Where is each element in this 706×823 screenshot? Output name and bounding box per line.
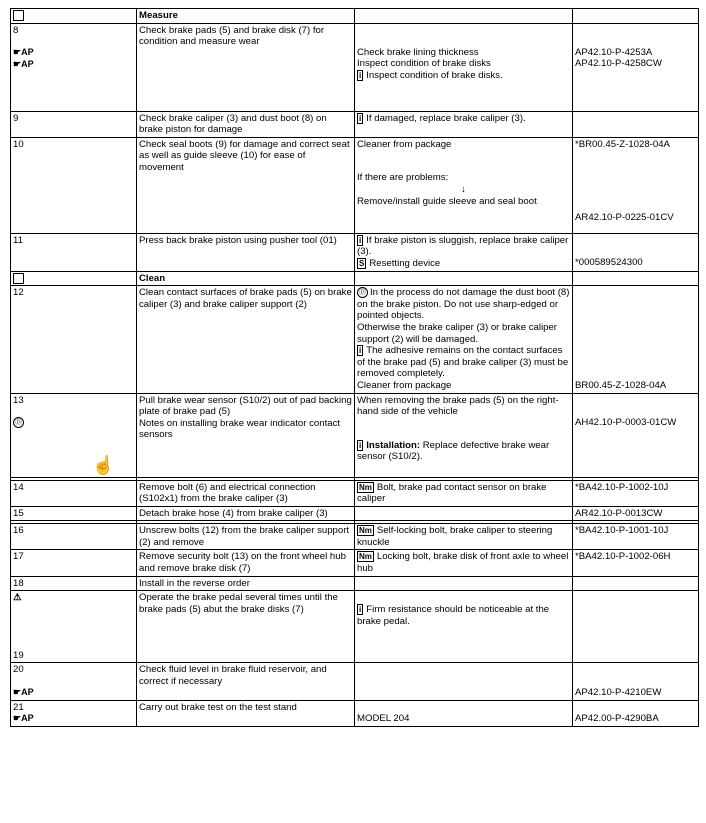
reference-link[interactable]: AP42.10-P-4210EW [573,663,699,700]
measure-icon [13,10,24,21]
step-description: Detach brake hose (4) from brake caliper (3) [137,506,355,521]
table-row [11,286,699,393]
reference-link[interactable]: AP42.00-P-4290BA [573,700,699,726]
reference-link[interactable]: AR42.10-P-0225-01CV [575,212,674,224]
hand-cursor-icon: ☝ [92,455,115,475]
note: Resetting device [369,257,441,269]
note: If damaged, replace brake caliper (3). [366,112,526,124]
note: Self-locking bolt, brake caliper to steering knuckle [357,525,553,548]
info-icon: i [359,235,362,245]
torque-icon: Nm [359,552,372,562]
step-number: 14 [11,480,137,506]
reference-link[interactable]: *BA42.10-P-1002-06H [573,550,699,576]
step-number: 11 [11,233,137,271]
note-label: Installation: [366,439,421,451]
step-number: 10 [11,137,137,233]
info-icon: i [359,440,362,450]
step-description: Press back brake piston using pusher tool (01) [137,233,355,271]
table-row [11,524,699,550]
table-row [11,663,699,700]
step-number: 17 [11,550,137,576]
table-row [11,233,699,271]
note: The adhesive remains on the contact surfaces of the brake pad (5) and brake caliper (3) must be removed completely. [357,345,569,380]
step-description: Unscrew bolts (12) from the brake caliper support (2) and remove [137,524,355,550]
ap-link-icon[interactable]: ☛AP [13,687,34,698]
table-row [11,111,699,137]
section-title: Clean [137,271,355,286]
warning-icon: ⚠ [13,592,22,604]
ap-link-icon[interactable]: ☛AP [13,47,34,58]
info-icon: i [359,113,362,123]
ap-link-icon[interactable]: ☛AP [13,58,34,69]
note: Inspect condition of brake disks [357,58,491,70]
danger-row [11,591,699,663]
reference-link[interactable]: AP42.10-P-4258CW [575,58,662,70]
table-row [11,23,699,111]
note: MODEL 204 [355,700,573,726]
reference-link[interactable]: BR00.45-Z-1028-04A [573,286,699,393]
note-icon: Ⓓ [359,289,366,297]
step-description: Operate the brake pedal several times until the brake pads (5) abut the brake disks (7) [139,592,338,615]
note: Bolt, brake pad contact sensor on brake caliper [357,481,547,505]
note: If there are problems: [357,172,449,184]
reference-link[interactable]: *BR00.45-Z-1028-04A [575,138,670,150]
section-title: Measure [137,9,355,24]
step-number: 15 [11,506,137,521]
step-description: Clean contact surfaces of brake pads (5) on brake caliper (3) and brake caliper support (2) [137,286,355,393]
step-number: 20 [13,664,24,676]
procedure-table [10,8,699,727]
note: Cleaner from package [357,379,452,391]
reference-link[interactable]: AR42.10-P-0013CW [573,506,699,521]
section-clean [11,271,699,286]
step-number: 8 [13,24,19,36]
reference-link[interactable] [573,591,699,663]
step-number: 9 [11,111,137,137]
note: In the process do not damage the dust boot (8) on the brake piston. Do not use sharp-edged or pointed objects. [357,287,570,322]
note: Check brake lining thickness [357,46,479,58]
torque-icon: Nm [359,482,372,492]
step-description: Notes on installing brake wear indicator contact sensors [139,417,341,441]
step-number: 21 [13,701,24,713]
section-measure [11,9,699,24]
clean-icon [13,273,24,284]
table-row [11,550,699,576]
step-description: Pull brake wear sensor (S10/2) out of pad backing plate of brake pad (5) [139,394,352,418]
step-number: 16 [11,524,137,550]
note: Locking bolt, brake disk of front axle to wheel hub [357,551,569,575]
info-icon: i [359,70,362,80]
reference-link[interactable]: AH42.10-P-0003-01CW [575,416,677,428]
table-row [11,506,699,521]
step-description: Check fluid level in brake fluid reservoir, and correct if necessary [137,663,355,700]
reference-link[interactable]: *BA42.10-P-1002-10J [573,480,699,506]
table-row [11,137,699,233]
torque-icon: Nm [359,526,372,536]
table-row [11,480,699,506]
step-number: 19 [13,649,24,661]
tool-icon: S [359,258,365,268]
note-icon: Ⓓ [15,419,22,427]
step-description: Check brake pads (5) and brake disk (7) for condition and measure wear [137,23,355,111]
step-number: 18 [11,576,137,591]
step-number: 13 [13,394,24,406]
info-icon: i [359,605,362,615]
note: When removing the brake pads (5) on the right-hand side of the vehicle [357,394,559,418]
step-description: Carry out brake test on the test stand [137,700,355,726]
step-description: Check seal boots (9) for damage and correct seat as well as guide sleeve (10) for ease of movement [137,137,355,233]
note: Inspect condition of brake disks. [366,69,503,81]
reference-link[interactable]: *000589524300 [575,256,643,268]
step-number: 12 [11,286,137,393]
note: Otherwise the brake caliper (3) or brake caliper support (2) will be damaged. [357,321,557,345]
step-description: Install in the reverse order [137,576,355,591]
table-row [11,576,699,591]
note: Cleaner from package [357,138,452,150]
note: Remove/install guide sleeve and seal boot [357,195,537,207]
reference-link[interactable]: *BA42.10-P-1001-10J [573,524,699,550]
ap-link-icon[interactable]: ☛AP [13,713,34,724]
reference-link[interactable]: AP42.10-P-4253A [575,46,653,58]
note: If brake piston is sluggish, replace brake caliper (3). [357,234,569,258]
step-description: Check brake caliper (3) and dust boot (8) on brake piston for damage [137,111,355,137]
info-icon: i [359,346,362,356]
note: Firm resistance should be noticeable at the brake pedal. [357,604,550,627]
step-description: Remove bolt (6) and electrical connection (S102x1) from the brake caliper (3) [137,480,355,506]
arrow-down-icon: ↓ [461,183,466,195]
table-row [11,700,699,726]
note: Replace defective brake wear sensor (S10/2). [357,439,550,463]
step-description: Remove security bolt (13) on the front wheel hub and remove brake disk (7) [137,550,355,576]
